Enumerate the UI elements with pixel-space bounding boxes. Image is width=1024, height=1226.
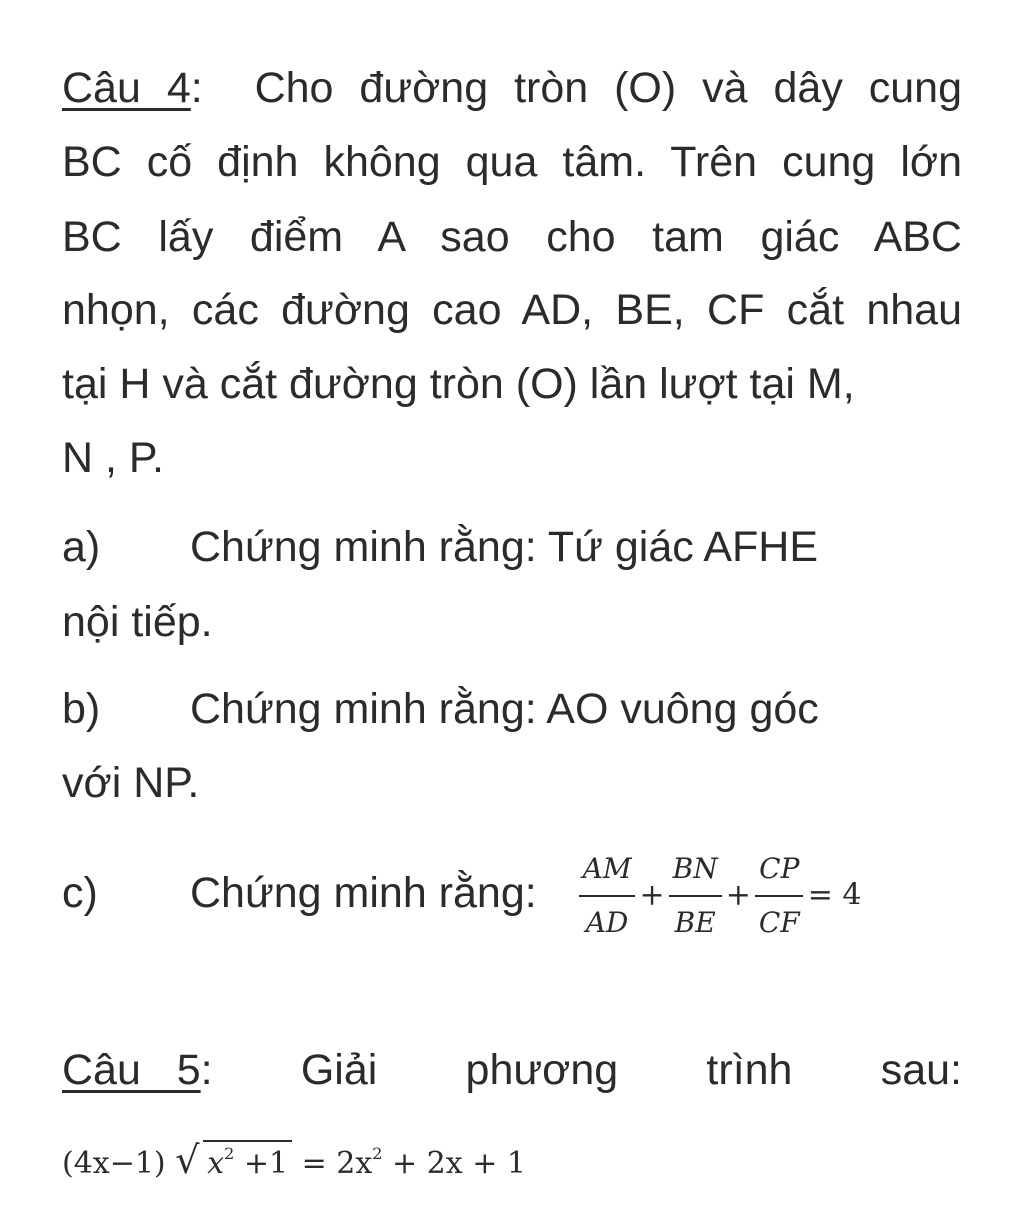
q4-line-3: BC lấy điểm A sao cho tam giác ABC <box>62 213 962 261</box>
fraction-bn-be: $\frac{BN}{BE}$ <box>669 851 722 941</box>
q4-line-6: N , P. <box>62 434 164 482</box>
q4-line-2: BC cố định không qua tâm. Trên cung lớn <box>62 138 962 186</box>
q5-line: Câu 5: Giải phương trình sau: <box>62 1046 962 1094</box>
part-a-cont: nội tiếp. <box>62 598 213 646</box>
q4-label: Câu 4 <box>62 64 191 112</box>
q5-word-4: sau: <box>880 1046 962 1094</box>
part-b-text: Chứng minh rằng: AO vuông góc <box>190 685 819 733</box>
part-a-text: Chứng minh rằng: Tứ giác AFHE <box>190 523 818 571</box>
part-b-cont: với NP. <box>62 759 200 807</box>
q4-line-4: nhọn, các đường cao AD, BE, CF cắt nhau <box>62 286 962 334</box>
part-c-line: c) Chứng minh rằng: $\frac{AM}{AD}$ + $\frac{BN}{BE}$ + $\frac{CP}{CF}$ = 4 <box>62 848 962 941</box>
q4-line-5: tại H và cắt đường tròn (O) lần lượt tại M, <box>62 360 855 408</box>
q5-word-1: Giải <box>300 1046 378 1094</box>
problem-sheet <box>62 0 962 1226</box>
part-a-line <box>62 521 962 573</box>
eq-right-b: + 2x + 1 <box>382 1146 526 1181</box>
q5-word-2: phương <box>465 1046 619 1094</box>
part-b-label: b) <box>62 685 101 733</box>
q4-text-1: Cho đường tròn (O) và dây cung <box>254 64 962 112</box>
part-b-line <box>62 683 962 735</box>
part-a-label: a) <box>62 523 101 571</box>
part-c-label: c) <box>62 869 98 917</box>
eq-left: (4x−1) <box>62 1146 166 1181</box>
q5-word-3: trình <box>706 1046 793 1094</box>
fraction-am-ad: $\frac{AM}{AD}$ <box>579 851 636 941</box>
sqrt-sign-icon: √ <box>175 1138 200 1182</box>
eq-right-a: = 2x <box>292 1146 373 1181</box>
q5-label: Câu 5 <box>62 1046 201 1094</box>
sqrt-expression: √ $x^2 +1$ <box>175 1140 292 1181</box>
part-c-text: Chứng minh rằng: <box>190 869 537 917</box>
q4-line-1: Câu 4: Cho đường tròn (O) và dây cung <box>62 64 962 112</box>
equals-four: = 4 <box>807 877 862 913</box>
q5-equation: (4x−1) √ $x^2 +1 = 2x^2 + 2x + 1$ <box>62 1138 526 1182</box>
fraction-cp-cf: $\frac{CP}{CF}$ <box>755 851 804 941</box>
